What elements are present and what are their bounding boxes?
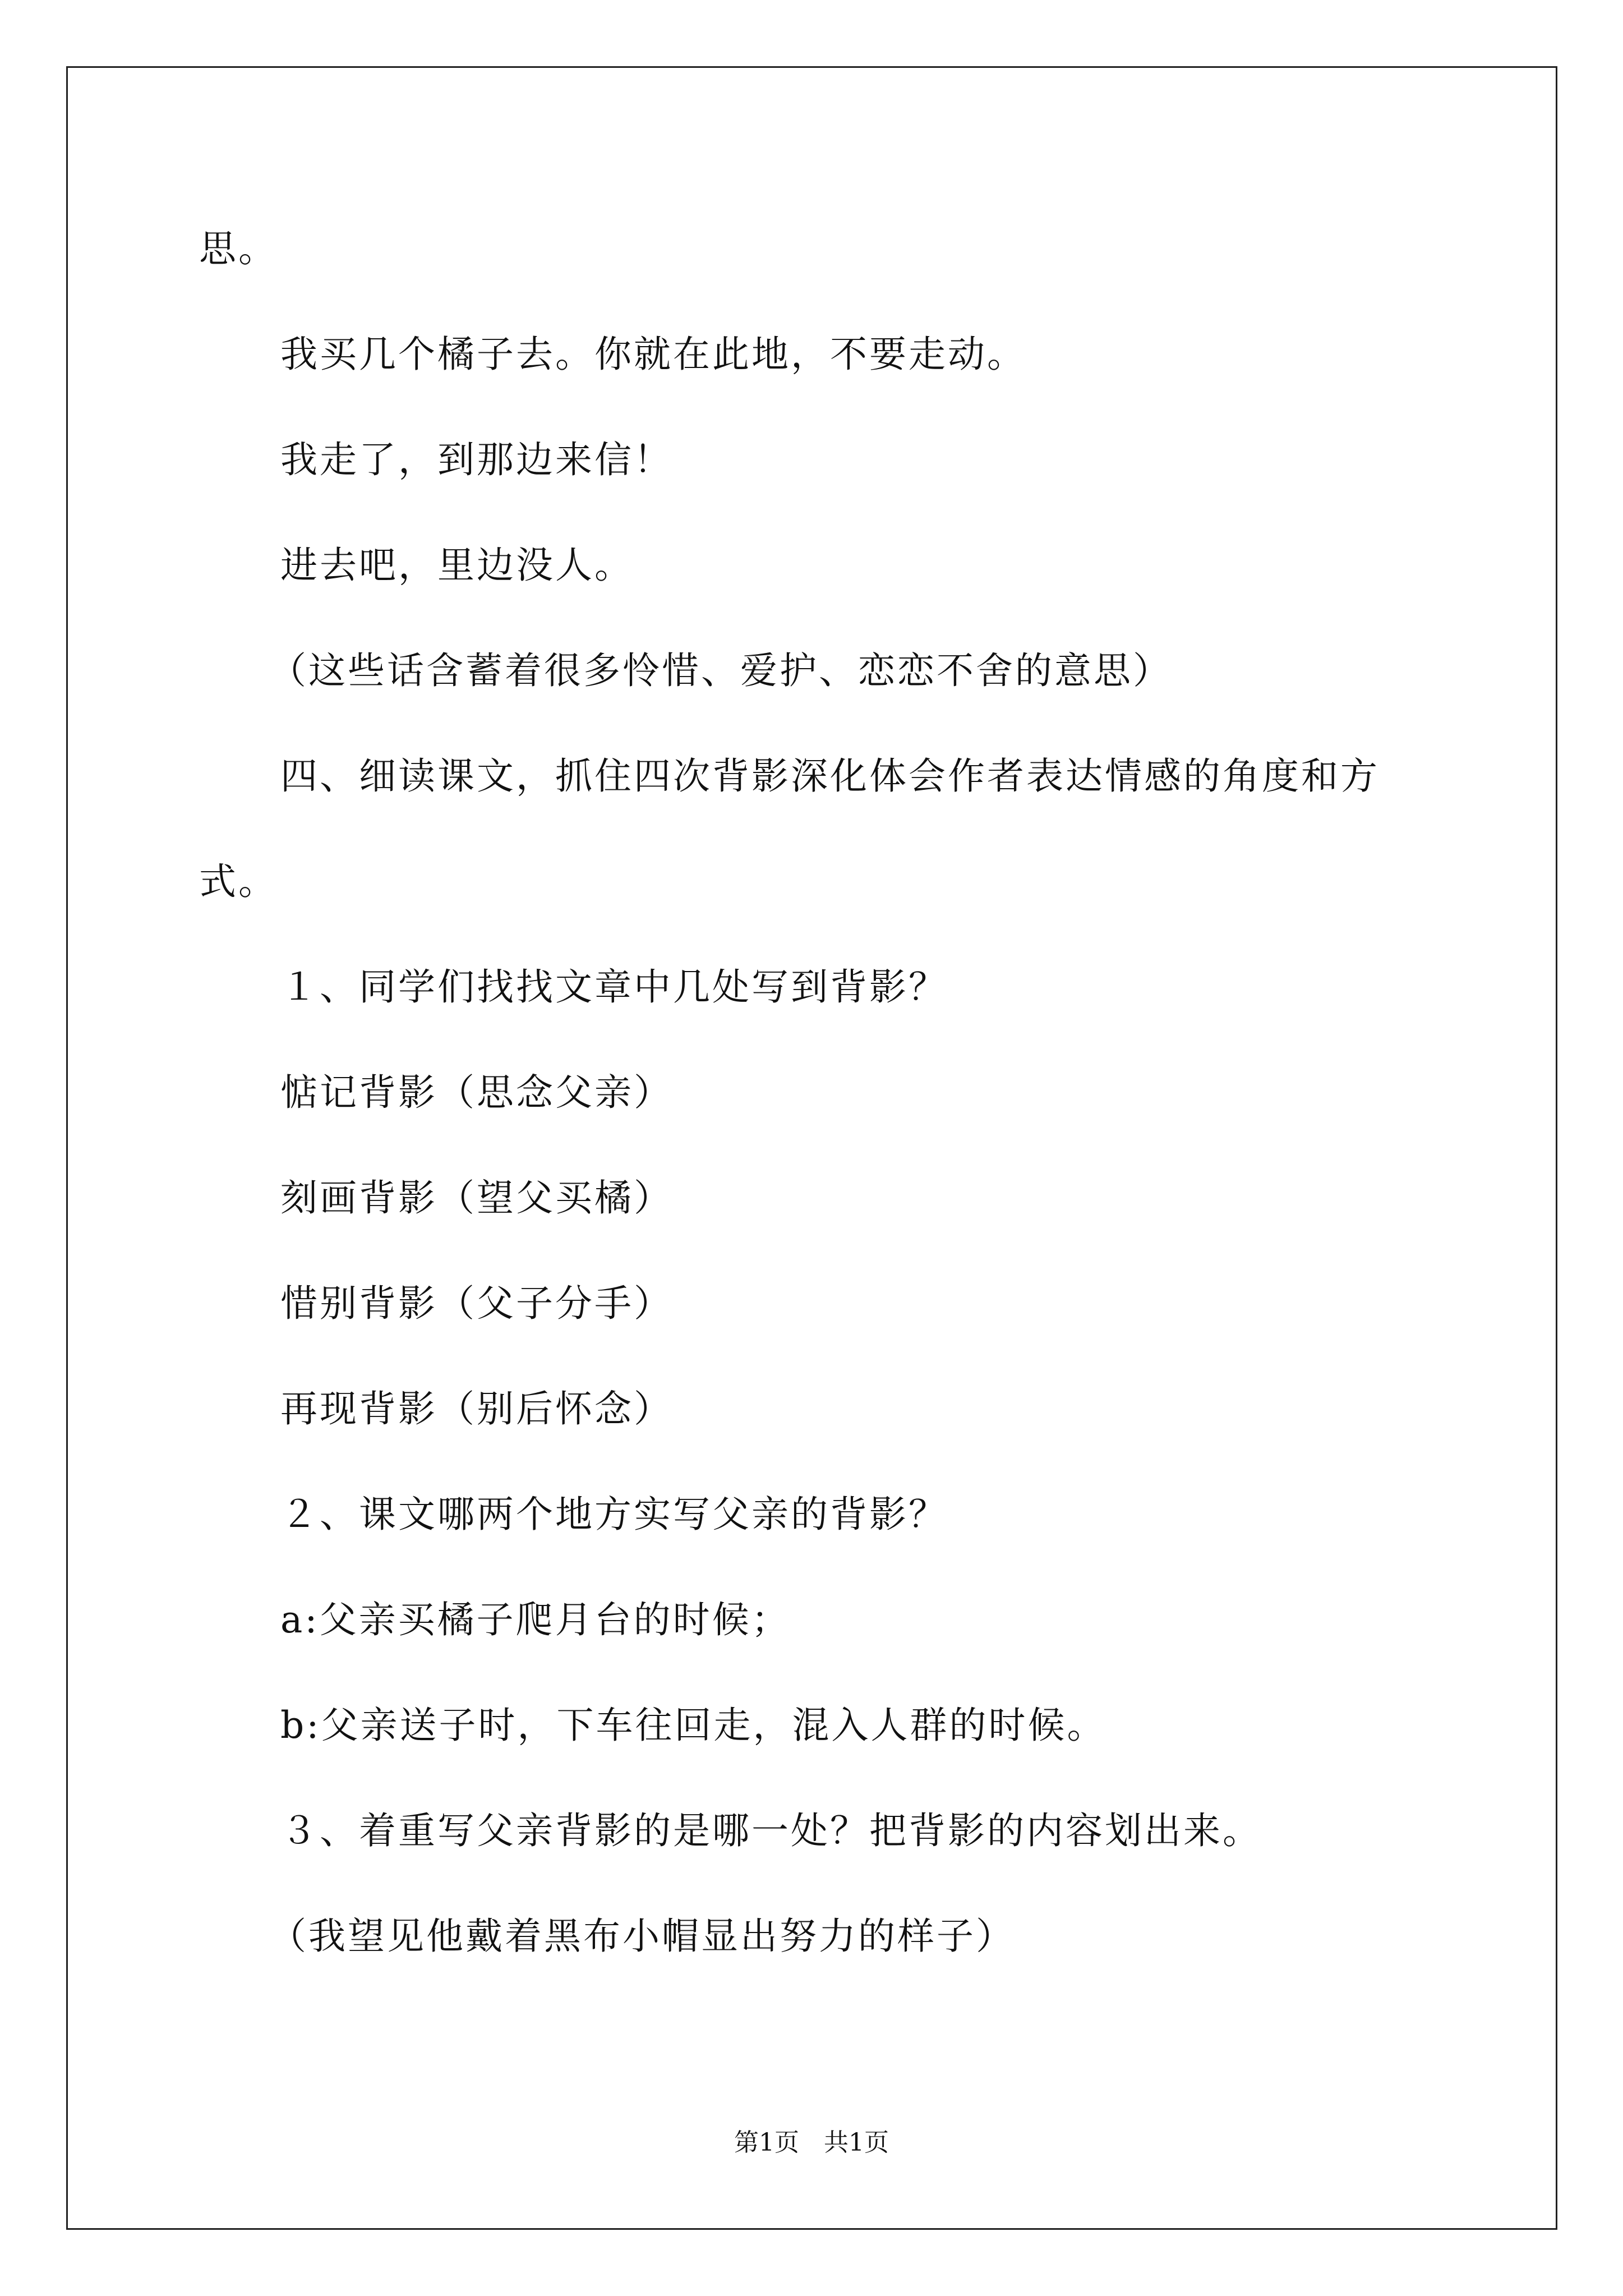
text-line: 再现背影（别后怀念） <box>280 1387 673 1430</box>
text-line: （这些话含蓄着很多怜惜、爱护、恋恋不舍的意思） <box>269 649 1172 692</box>
text-line: 惦记背影（思念父亲） <box>280 1071 673 1114</box>
text-line: ２、课文哪两个地方实写父亲的背影？ <box>280 1493 948 1536</box>
text-line: 我走了，到那边来信！ <box>280 438 673 481</box>
text-line: （我望见他戴着黑布小帽显出努力的样子） <box>269 1915 1015 1958</box>
text-line: 惜别背影（父子分手） <box>280 1282 673 1325</box>
text-line: a:父亲买橘子爬月台的时候； <box>280 1598 791 1641</box>
page-border <box>66 66 1557 2230</box>
text-line: 进去吧，里边没人。 <box>280 544 634 587</box>
text-line: １、同学们找找文章中几处写到背影？ <box>280 965 948 1009</box>
text-line: ３、着重写父亲背影的是哪一处？把背影的内容划出来。 <box>280 1809 1262 1852</box>
page-number-footer: 第1页 共1页 <box>734 2128 889 2157</box>
text-line: 式。 <box>199 860 278 903</box>
text-line: 我买几个橘子去。你就在此地，不要走动。 <box>280 333 1026 376</box>
text-line: b:父亲送子时，下车往回走，混入人群的时候。 <box>280 1704 1106 1747</box>
text-line: 四、细读课文，抓住四次背影深化体会作者表达情感的角度和方 <box>280 754 1380 798</box>
text-line: 思。 <box>199 227 278 270</box>
text-line: 刻画背影（望父买橘） <box>280 1176 673 1220</box>
